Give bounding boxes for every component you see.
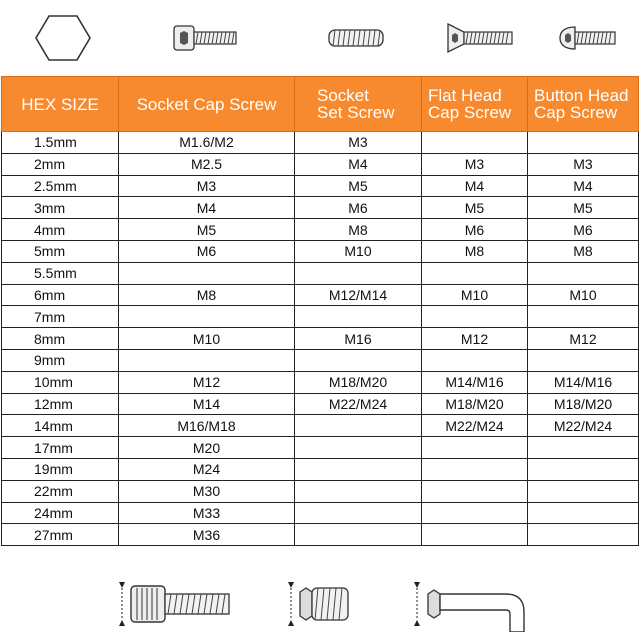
cell-button-head-cap-screw: M3: [528, 153, 639, 175]
cell-hex-size: 7mm: [2, 306, 119, 328]
set-screw-hex-size-icon: [278, 572, 358, 636]
cell-hex-size: 2.5mm: [2, 175, 119, 197]
cell-flat-head-cap-screw: [422, 458, 528, 480]
cell-hex-size: 9mm: [2, 349, 119, 371]
table-row: [2, 458, 639, 480]
cell-socket-cap-screw: M36: [119, 524, 295, 546]
cell-flat-head-cap-screw: M3: [422, 153, 528, 175]
table-row: [2, 415, 639, 437]
header-hex-size: HEX SIZE: [2, 77, 119, 132]
cell-hex-size: 1.5mm: [2, 132, 119, 154]
cell-flat-head-cap-screw: [422, 480, 528, 502]
cell-flat-head-cap-screw: M6: [422, 219, 528, 241]
cell-button-head-cap-screw: M12: [528, 328, 639, 350]
cell-socket-cap-screw: M12: [119, 371, 295, 393]
cell-socket-cap-screw: M33: [119, 502, 295, 524]
cell-hex-size: 22mm: [2, 480, 119, 502]
cell-button-head-cap-screw: [528, 437, 639, 459]
cell-socket-cap-screw: [119, 262, 295, 284]
header-socket-cap-screw: Socket Cap Screw: [119, 77, 295, 132]
hex-key-size-icon: [405, 572, 535, 636]
cell-button-head-cap-screw: M10: [528, 284, 639, 306]
measurement-illustrations-row: [0, 572, 640, 636]
cell-socket-cap-screw: M20: [119, 437, 295, 459]
hex-key-icon: [28, 8, 98, 68]
cell-flat-head-cap-screw: M10: [422, 284, 528, 306]
cell-hex-size: 27mm: [2, 524, 119, 546]
cell-socket-cap-screw: [119, 349, 295, 371]
cell-flat-head-cap-screw: M8: [422, 240, 528, 262]
cell-socket-set-screw: M3: [295, 132, 422, 154]
cell-hex-size: 12mm: [2, 393, 119, 415]
cell-button-head-cap-screw: M6: [528, 219, 639, 241]
cell-socket-set-screw: M8: [295, 219, 422, 241]
cell-socket-cap-screw: M16/M18: [119, 415, 295, 437]
cell-flat-head-cap-screw: [422, 524, 528, 546]
cell-socket-set-screw: [295, 306, 422, 328]
cell-socket-set-screw: [295, 415, 422, 437]
cell-socket-set-screw: M5: [295, 175, 422, 197]
cell-flat-head-cap-screw: M14/M16: [422, 371, 528, 393]
cell-socket-cap-screw: M5: [119, 219, 295, 241]
cell-socket-cap-screw: M3: [119, 175, 295, 197]
cell-socket-cap-screw: M1.6/M2: [119, 132, 295, 154]
flat-head-cap-screw-icon: [440, 8, 520, 68]
cell-flat-head-cap-screw: M4: [422, 175, 528, 197]
table-row: [2, 393, 639, 415]
table-row: [2, 349, 639, 371]
cell-hex-size: 10mm: [2, 371, 119, 393]
cell-flat-head-cap-screw: [422, 306, 528, 328]
cell-socket-cap-screw: M10: [119, 328, 295, 350]
header-socket-set-screw: Socket Set Screw: [295, 77, 422, 132]
table-row: [2, 437, 639, 459]
hex-size-chart-table: [1, 76, 639, 546]
cell-flat-head-cap-screw: [422, 262, 528, 284]
cell-button-head-cap-screw: M8: [528, 240, 639, 262]
cell-button-head-cap-screw: [528, 480, 639, 502]
cell-button-head-cap-screw: [528, 349, 639, 371]
cell-socket-set-screw: [295, 502, 422, 524]
cell-button-head-cap-screw: M5: [528, 197, 639, 219]
table-row: [2, 153, 639, 175]
table-row: [2, 306, 639, 328]
cell-hex-size: 4mm: [2, 219, 119, 241]
cell-button-head-cap-screw: [528, 132, 639, 154]
cell-flat-head-cap-screw: M18/M20: [422, 393, 528, 415]
cell-socket-set-screw: M12/M14: [295, 284, 422, 306]
cell-socket-set-screw: M6: [295, 197, 422, 219]
table-row: [2, 240, 639, 262]
table-row: [2, 328, 639, 350]
table-row: [2, 371, 639, 393]
cell-button-head-cap-screw: M4: [528, 175, 639, 197]
cell-socket-set-screw: [295, 458, 422, 480]
cell-socket-set-screw: M16: [295, 328, 422, 350]
cell-socket-set-screw: [295, 524, 422, 546]
cell-socket-set-screw: M22/M24: [295, 393, 422, 415]
cell-hex-size: 8mm: [2, 328, 119, 350]
cell-flat-head-cap-screw: [422, 132, 528, 154]
table-row: [2, 524, 639, 546]
table-row: [2, 219, 639, 241]
table-row: [2, 502, 639, 524]
cell-button-head-cap-screw: [528, 502, 639, 524]
cell-button-head-cap-screw: [528, 458, 639, 480]
cell-flat-head-cap-screw: M12: [422, 328, 528, 350]
table-row: [2, 262, 639, 284]
cell-hex-size: 3mm: [2, 197, 119, 219]
socket-set-screw-icon: [318, 8, 393, 68]
cell-socket-cap-screw: [119, 306, 295, 328]
header-flat-head-cap-screw: Flat Head Cap Screw: [422, 77, 528, 132]
cell-socket-set-screw: M18/M20: [295, 371, 422, 393]
cell-socket-set-screw: M4: [295, 153, 422, 175]
cell-socket-cap-screw: M2.5: [119, 153, 295, 175]
cell-socket-set-screw: [295, 437, 422, 459]
cell-socket-cap-screw: M14: [119, 393, 295, 415]
button-head-cap-screw-icon: [550, 8, 625, 68]
socket-cap-screw-icon: [168, 8, 243, 68]
cell-socket-cap-screw: M30: [119, 480, 295, 502]
cell-socket-set-screw: [295, 262, 422, 284]
cell-hex-size: 14mm: [2, 415, 119, 437]
cell-hex-size: 19mm: [2, 458, 119, 480]
cell-socket-set-screw: [295, 480, 422, 502]
header-button-head-cap-screw: Button Head Cap Screw: [528, 77, 639, 132]
cell-flat-head-cap-screw: M5: [422, 197, 528, 219]
table-row: [2, 132, 639, 154]
cell-flat-head-cap-screw: [422, 349, 528, 371]
cell-socket-set-screw: [295, 349, 422, 371]
table-body: [2, 132, 639, 546]
cell-socket-cap-screw: M4: [119, 197, 295, 219]
cell-button-head-cap-screw: M18/M20: [528, 393, 639, 415]
cell-hex-size: 5.5mm: [2, 262, 119, 284]
cell-button-head-cap-screw: M14/M16: [528, 371, 639, 393]
cell-button-head-cap-screw: [528, 262, 639, 284]
cell-button-head-cap-screw: M22/M24: [528, 415, 639, 437]
cell-hex-size: 17mm: [2, 437, 119, 459]
cell-flat-head-cap-screw: M22/M24: [422, 415, 528, 437]
cell-hex-size: 2mm: [2, 153, 119, 175]
socket-cap-screw-hex-size-icon: [108, 572, 238, 636]
table-header-row: [2, 77, 639, 132]
cell-hex-size: 6mm: [2, 284, 119, 306]
screw-icons-row: [0, 0, 640, 76]
cell-socket-set-screw: M10: [295, 240, 422, 262]
cell-flat-head-cap-screw: [422, 502, 528, 524]
table-row: [2, 480, 639, 502]
cell-button-head-cap-screw: [528, 524, 639, 546]
cell-socket-cap-screw: M6: [119, 240, 295, 262]
cell-button-head-cap-screw: [528, 306, 639, 328]
cell-hex-size: 5mm: [2, 240, 119, 262]
cell-socket-cap-screw: M24: [119, 458, 295, 480]
table-row: [2, 197, 639, 219]
table-row: [2, 284, 639, 306]
cell-hex-size: 24mm: [2, 502, 119, 524]
cell-flat-head-cap-screw: [422, 437, 528, 459]
cell-socket-cap-screw: M8: [119, 284, 295, 306]
table-row: [2, 175, 639, 197]
